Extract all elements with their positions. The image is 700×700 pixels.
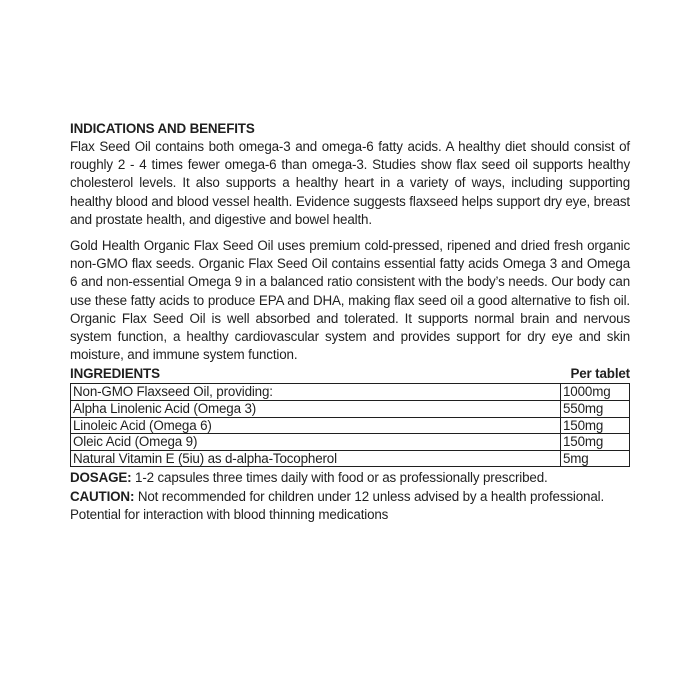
dosage-label: DOSAGE: bbox=[70, 470, 132, 486]
table-row bbox=[71, 384, 630, 401]
ingredient-amount: 550mg bbox=[561, 401, 630, 418]
per-tablet-label: Per tablet bbox=[570, 366, 630, 382]
dosage-text: 1-2 capsules three times daily with food or as professionally prescribed. bbox=[135, 470, 548, 486]
ingredient-amount: 150mg bbox=[561, 434, 630, 451]
ingredient-amount: 150mg bbox=[561, 417, 630, 434]
table-row bbox=[71, 401, 630, 418]
ingredient-name: Linoleic Acid (Omega 6) bbox=[71, 417, 561, 434]
ingredients-heading: INGREDIENTS bbox=[70, 366, 160, 382]
ingredients-table bbox=[70, 383, 630, 467]
caution-line bbox=[70, 488, 630, 524]
indications-heading: INDICATIONS AND BENEFITS bbox=[70, 121, 255, 136]
product-label bbox=[70, 120, 630, 524]
caution-label: CAUTION: bbox=[70, 488, 135, 504]
ingredient-name: Natural Vitamin E (5iu) as d-alpha-Tocopherol bbox=[71, 450, 561, 467]
indications-paragraph-2: Gold Health Organic Flax Seed Oil uses premium cold-pressed, ripened and dried fresh organic non-GMO flax seeds. Organic Flax Seed Oil contains essential fatty acids Omega 3 and Omega 6 and non-essential Omega 9 in a balanced ratio consistent with the body’s needs. Our body can use these fatty acids to produce EPA and DHA, making flax seed oil a good alternative to fish oil. Organic Flax Seed Oil is well absorbed and tolerated. It supports normal brain and nervous system function, a healthy cardiovascular system and provides support for dry eye and skin moisture, and immune system function. bbox=[70, 238, 630, 363]
ingredient-amount: 5mg bbox=[561, 450, 630, 467]
table-row bbox=[71, 434, 630, 451]
caution-text: Not recommended for children under 12 unless advised by a health professional. Potential for interaction with blood thinning medications bbox=[70, 488, 605, 522]
ingredient-amount: 1000mg bbox=[561, 384, 630, 401]
table-row bbox=[71, 450, 630, 467]
ingredient-name: Non-GMO Flaxseed Oil, providing: bbox=[71, 384, 561, 401]
ingredient-name: Alpha Linolenic Acid (Omega 3) bbox=[71, 401, 561, 418]
ingredient-name: Oleic Acid (Omega 9) bbox=[71, 434, 561, 451]
dosage-line bbox=[70, 469, 630, 487]
indications-paragraph-1: Flax Seed Oil contains both omega-3 and omega-6 fatty acids. A healthy diet should consist of roughly 2 - 4 times fewer omega-6 than omega-3. Studies show flax seed oil supports healthy cholesterol levels. It also supports a healthy heart in a variety of ways, including supporting healthy blood and blood vessel health. Evidence suggests flaxseed helps support dry eye, breast and prostate health, and digestive and bowel health. bbox=[70, 139, 630, 227]
ingredients-header bbox=[70, 365, 630, 383]
table-row bbox=[71, 417, 630, 434]
